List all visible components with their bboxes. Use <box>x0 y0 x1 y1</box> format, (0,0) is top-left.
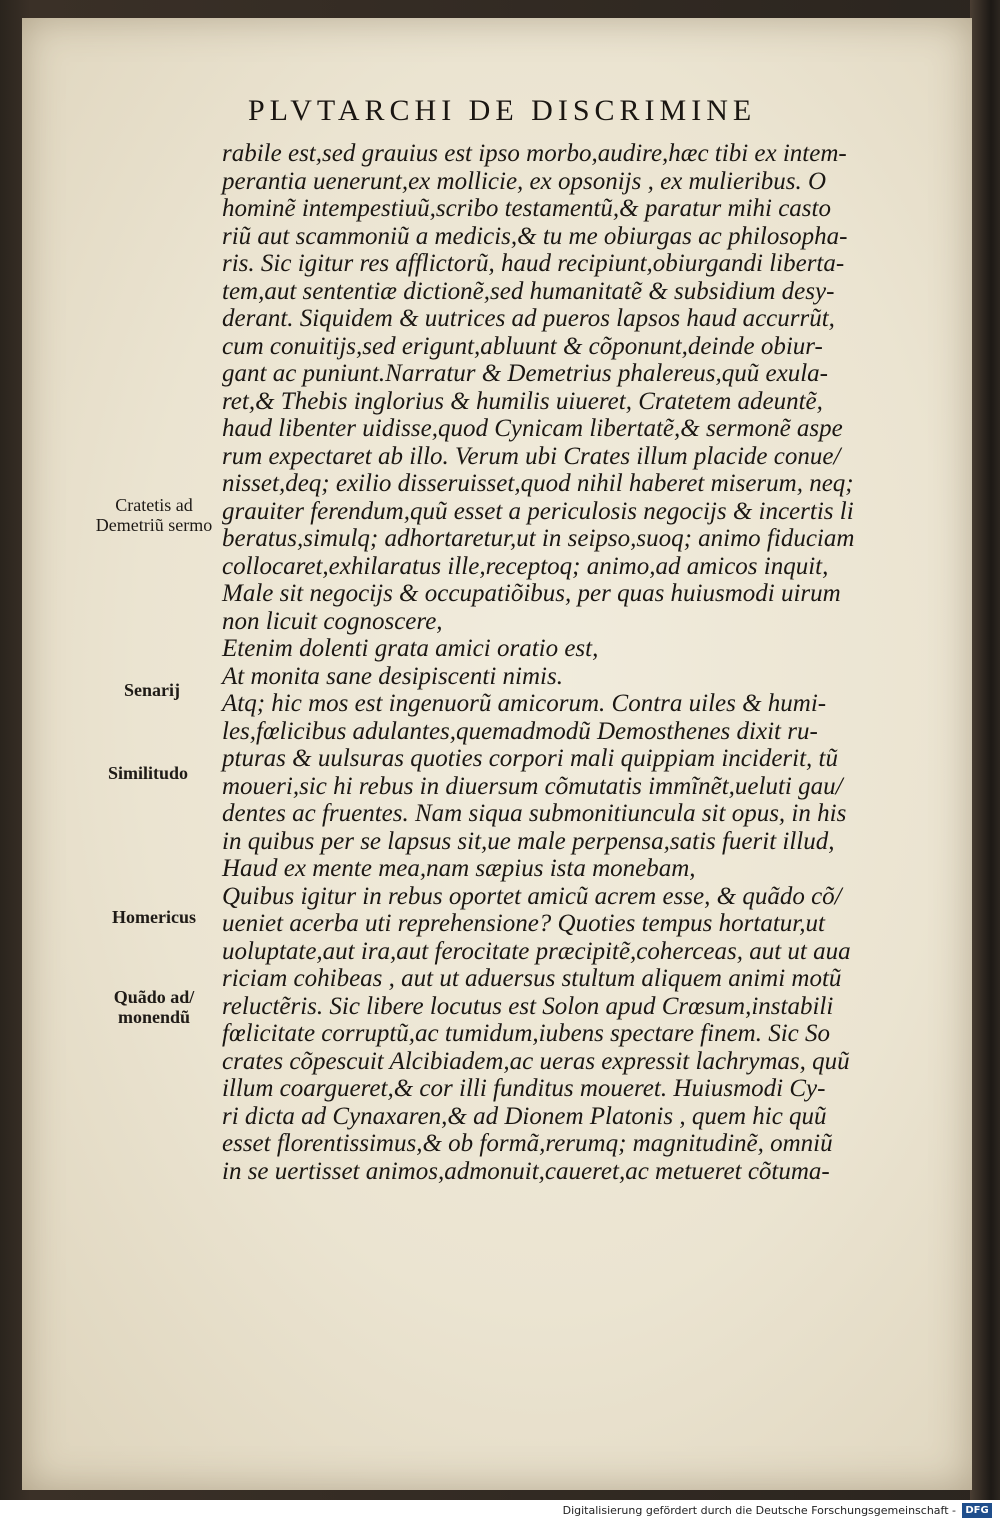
text-line: les,fœlicibus adulantes,quemadmodũ Demosthenes dixit ru- <box>222 717 818 745</box>
text-line: reluctẽris. Sic libere locutus est Solon apud Crœsum,instabili <box>222 992 834 1020</box>
text-line: cum conuitijs,sed erigunt,abluunt & cõponunt,deinde obiur- <box>222 332 823 360</box>
text-line: illum coargueret,& cor illi funditus moueret. Huiusmodi Cy- <box>222 1075 826 1102</box>
main-text-block <box>222 140 922 1185</box>
footer-credit: Digitalisierung gefördert durch die Deutsche Forschungsgemeinschaft - <box>562 1504 956 1517</box>
text-line: nisset,deq; exilio disseruisset,quod nihil haberet miserum, neq; <box>222 470 854 497</box>
text-line: riciam cohibeas , aut ut aduersus stultum aliquem animi motũ <box>222 965 842 992</box>
text-line: in quibus per se lapsus sit,ue male perpensa,satis fuerit illud, <box>222 827 835 855</box>
text-line: haud libenter uidisse,quod Cynicam libertatẽ,& sermonẽ aspe <box>222 415 843 442</box>
text-line: ueniet acerba uti reprehensione? Quoties tempus hortatur,ut <box>222 910 825 937</box>
verse-line: At monita sane desipiscenti nimis. <box>222 662 563 690</box>
text-line: pturas & uulsuras quoties corpori mali quippiam inciderit, tũ <box>222 745 838 772</box>
margin-note-homericus: Homericus <box>112 907 196 927</box>
text-line: hominẽ intempestiuũ,scribo testamentũ,& paratur mihi casto <box>222 195 831 222</box>
verse-line: Etenim dolenti grata amici oratio est, <box>222 635 599 662</box>
text-line: beratus,simulq; adhortaretur,ut in seipso,suoq; animo fiduciam <box>222 525 855 552</box>
margin-note-quando: Quãdo ad/ monendũ <box>113 987 195 1027</box>
text-line: crates cõpescuit Alcibiadem,ac ueras expressit lachrymas, quũ <box>222 1047 850 1075</box>
text-line: rabile est,sed grauius est ipso morbo,audire,hæc tibi ex intem- <box>222 140 847 167</box>
text-line: grauiter ferendum,quũ esset a periculosis negocijs & incertis li <box>222 497 854 525</box>
footer-bar <box>0 1500 1000 1523</box>
book-edge <box>970 0 1000 1500</box>
text-line: perantia uenerunt,ex mollicie, ex opsonijs , ex mulieribus. O <box>222 167 827 195</box>
text-line: derant. Siquidem & uutrices ad pueros lapsos haud accurrũt, <box>222 305 835 332</box>
text-line: dentes ac fruentes. Nam siqua submonitiuncula sit opus, in his <box>222 800 847 827</box>
text-line: riũ aut scammoniũ a medicis,& tu me obiurgas ac philosopha- <box>222 222 848 250</box>
text-line: moueri,sic hi rebus in diuersum cõmutatis immĩnẽt,ueluti gau/ <box>222 772 843 800</box>
text-line: non licuit cognoscere, <box>222 607 443 635</box>
margin-note-cratetis: Cratetis ad Demetriũ sermo <box>95 495 213 535</box>
text-line: Male sit negocijs & occupatiõibus, per quas huiusmodi uirum <box>222 580 841 607</box>
dfg-logo: DFG <box>962 1503 992 1518</box>
margin-note-senarij: Senarij <box>124 680 180 700</box>
text-line: tem,aut sententiæ dictionẽ,sed humanitatẽ & subsidium desy- <box>222 277 835 305</box>
text-line: Quibus igitur in rebus oportet amicũ acrem esse, & quãdo cõ/ <box>222 882 842 910</box>
text-line: fœlicitate corruptũ,ac tumidum,iubens spectare finem. Sic So <box>222 1020 831 1047</box>
verse-line: Haud ex mente mea,nam sæpius ista monebam, <box>222 855 696 882</box>
running-head: PLVTARCHI DE DISCRIMINE <box>248 94 757 127</box>
text-line: ris. Sic igitur res afflictorũ, haud recipiunt,obiurgandi liberta- <box>222 250 845 277</box>
text-line: in se uertisset animos,admonuit,caueret,ac metueret cõtuma- <box>222 1157 830 1185</box>
text-line: esset florentissimus,& ob formã,rerumq; magnitudinẽ, omniũ <box>222 1130 833 1157</box>
text-line: ri dicta ad Cynaxaren,& ad Dionem Platonis , quem hic quũ <box>222 1102 827 1130</box>
text-line: collocaret,exhilaratus ille,receptoq; animo,ad amicos inquit, <box>222 552 829 580</box>
text-line: ret,& Thebis inglorius & humilis uiueret, Cratetem adeuntẽ, <box>222 387 823 415</box>
text-line: gant ac puniunt.Narratur & Demetrius phalereus,quũ exula- <box>222 360 828 387</box>
text-line: Atq; hic mos est ingenuorũ amicorum. Contra uiles & humi- <box>222 690 827 717</box>
text-line: uoluptate,aut ira,aut ferocitate præcipitẽ,coherceas, aut ut aua <box>222 937 851 965</box>
margin-note-similitudo: Similitudo <box>107 763 189 783</box>
text-line: rum expectaret ab illo. Verum ubi Crates illum placide conue/ <box>222 442 841 470</box>
